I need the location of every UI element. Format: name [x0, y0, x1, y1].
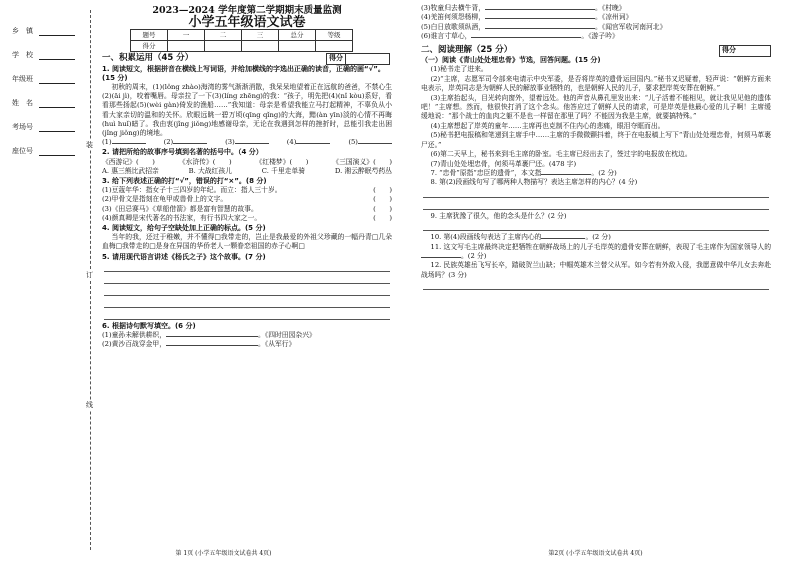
- question-9: 9. 主席犹豫了很久，他的念头是什么？(2 分): [430, 211, 567, 220]
- passage-para: (5)秘书把电报稿和笔递到主席手中……主席的手微微颤抖着，终于在电报稿上写下“青山处处埋忠骨，何须马革裹尸还。”: [421, 131, 771, 149]
- right-content: [421, 4, 771, 292]
- q4-passage: 当年的我，还过于稚嫩，并不懂得□我带走的，岂止是我最爱的外祖父珍藏的一幅丹青□几朵血梅□我带走的□是身在异国的华侨老人一颗眷恋祖国的赤子心啊□: [102, 233, 392, 251]
- poem-blank[interactable]: [166, 345, 258, 346]
- answer-line[interactable]: [104, 262, 390, 272]
- score-header-cell: 等级: [316, 30, 353, 41]
- q2-books: [102, 158, 392, 167]
- passage-para: (6)第二天早上，秘书来到毛主席的卧室。毛主席已经出去了，签过字的电报放在枕边。: [430, 150, 692, 159]
- poem-item: (3)牧童归去横牛背， 。《村晚》: [421, 4, 626, 12]
- story-item: C. 千里走单骑: [261, 166, 306, 175]
- q3-item: (1)豆蔻年华：指女子十三四岁的年纪。而立：指人三十岁。 ( ): [102, 186, 392, 195]
- passage-para: (3)主席抬起头，目光转向窗外，望着远处。他的声音从鼻孔里发出来：“儿子活着不能相见，就让我见见他的遗体吧！”主席想。然而，他很快打消了这个念头。他答应过了朝鲜人民的请求，可是岸英是他最心爱的儿子啊！主席缓缓地说：“那个战士的血肉之躯不是也一样留在那里了吗？不能因为我是主席，就要搞特殊。”: [421, 93, 771, 121]
- q1-stem: 1. 阅读短文，根据拼音在横线上写词语，并给加横线的字选出正确的读音，正确的画“√”。(15 分): [102, 64, 385, 82]
- page-footer: 第2页 (小学五年级语文试卷共 4页): [548, 550, 643, 557]
- q3-item: (4)颜真卿是宋代著名的书法家，有行书四大家之一。 ( ): [102, 213, 392, 222]
- book-item[interactable]: 《三国演义》( ): [332, 157, 392, 166]
- score-header-cell: 题号: [131, 30, 168, 41]
- answer-paren[interactable]: ( ): [373, 186, 392, 195]
- q2-stories: [102, 167, 392, 176]
- score-cell[interactable]: [316, 41, 353, 52]
- answer-paren[interactable]: ( ): [373, 195, 392, 204]
- passage-para: (1)秘书走了进来。: [430, 65, 488, 74]
- score-header-cell: 二: [205, 30, 242, 41]
- story-item: D. 湘云醉眠芍药丛: [334, 166, 392, 175]
- q1-blank[interactable]: (5): [348, 138, 392, 147]
- q5-stem: 5. 请用现代语言讲述《杨氏之子》这个故事。(7 分): [102, 252, 266, 261]
- poem-blank[interactable]: [485, 9, 595, 10]
- story-item: A. 惠三熊比武招亲: [102, 166, 159, 175]
- q3-stem: 3. 给下列表述正确的打“√”，错误的打“×”。(8 分): [102, 177, 267, 186]
- class-line[interactable]: [39, 75, 75, 84]
- reading-sub-heading: （一）阅读《青山处处埋忠骨》节选，回答问题。(15 分): [421, 56, 601, 65]
- poem-blank[interactable]: [471, 37, 581, 38]
- book-item[interactable]: 《西游记》( ): [102, 157, 155, 166]
- score-row-label: 得分: [131, 41, 168, 52]
- answer-line[interactable]: [423, 280, 769, 290]
- page-footer: 第 1页 (小学五年级语文试卷共 4页): [175, 550, 272, 557]
- score-header-cell: 一: [168, 30, 205, 41]
- answer-line[interactable]: [423, 200, 769, 210]
- section-1-score-box[interactable]: 得分: [326, 53, 390, 65]
- answer-line[interactable]: [104, 298, 390, 308]
- exam-room-line[interactable]: [39, 123, 75, 132]
- q3-item: (3)《田忌赛马》《草船借箭》都是富有智慧的故事。 ( ): [102, 204, 392, 213]
- score-cell[interactable]: [205, 41, 242, 52]
- q4-stem: 4. 阅读短文，给句子空缺处加上正确的标点。(5 分): [102, 224, 266, 233]
- exam-title: 2023—2024 学年度第二学期期末质量监测: [152, 5, 342, 16]
- field-class: 年级班: [12, 74, 75, 84]
- question-10: 10. 第(4)段画线句表达了主席内心的 。(2 分): [430, 233, 611, 242]
- cut-word-zhuang: 装: [86, 141, 93, 149]
- question-8: 8. 第(2)段画线句写了哪两种人物描写？表达主席怎样的内心？(4 分): [430, 178, 638, 187]
- poem-blank[interactable]: [166, 336, 258, 337]
- score-cell[interactable]: [279, 41, 316, 52]
- field-exam-room: 考场号: [12, 122, 75, 132]
- cut-word-ding: 订: [86, 271, 93, 279]
- seat-line[interactable]: [39, 147, 75, 156]
- q1-blank[interactable]: (4): [287, 138, 331, 147]
- section-2-heading: 二、阅读理解（25 分） 得分: [421, 46, 771, 55]
- q6-item: (2)黄沙百战穿金甲， 。《从军行》: [102, 340, 296, 349]
- score-header-cell: 总分: [279, 30, 316, 41]
- township-line[interactable]: [39, 27, 75, 36]
- passage-para: (4)主席想起了岸英的童年……主席再也克制不住内心的悲痛，眼泪夺眶而出。: [430, 121, 665, 130]
- poem-item: (4)羌笛何须怨杨柳， 。《凉州词》: [421, 13, 633, 22]
- book-item[interactable]: 《水浒传》( ): [178, 157, 232, 166]
- q6-stem: 6. 根据诗句默写填空。(6 分): [102, 321, 196, 330]
- answer-line[interactable]: [423, 221, 769, 231]
- binding-margin: [8, 20, 88, 540]
- poem-blank[interactable]: [485, 18, 595, 19]
- answer-line[interactable]: [423, 188, 769, 198]
- left-content: [102, 4, 392, 349]
- poem-item: (6)谁言寸草心， 。《游子吟》: [421, 32, 619, 41]
- field-seat: 座位号: [12, 146, 75, 156]
- story-item: B. 大战红孩儿: [188, 166, 232, 175]
- score-cell[interactable]: [242, 41, 279, 52]
- answer-blank[interactable]: [541, 174, 591, 175]
- poem-item: (5)白日放歌须纵酒， 。《闻官军收河南河北》: [421, 22, 667, 31]
- q1-blanks: [102, 138, 392, 147]
- q6-item: (1)童孙未解供耕织， 。《四时田园杂兴》: [102, 331, 316, 340]
- field-school: 学 校: [12, 50, 75, 60]
- field-name: 姓 名: [12, 98, 75, 108]
- cut-word-xian: 线: [86, 401, 93, 409]
- cut-line: [90, 10, 91, 550]
- answer-line[interactable]: [104, 274, 390, 284]
- exam-page-2: [397, 0, 794, 561]
- field-township: 乡 镇: [12, 26, 75, 36]
- answer-paren[interactable]: ( ): [373, 213, 392, 222]
- score-table: [130, 29, 353, 52]
- answer-line[interactable]: [104, 286, 390, 296]
- section-2-score-box[interactable]: 得分: [719, 45, 771, 57]
- q1-blank[interactable]: (1): [102, 138, 146, 147]
- answer-blank[interactable]: [541, 238, 585, 239]
- answer-paren[interactable]: ( ): [373, 204, 392, 213]
- answer-blank[interactable]: [421, 257, 461, 258]
- school-line[interactable]: [39, 51, 75, 60]
- book-item[interactable]: 《红楼梦》( ): [255, 157, 309, 166]
- exam-subtitle: 小学五年级语文试卷: [188, 15, 306, 31]
- question-12: 12. 民族英雄岳飞写长卒，踏破贺兰山缺；中帼英雄木兰替父从军。如今若有外敌入侵，我愿意做中华儿女去奔赴战场吗？(3 分): [421, 261, 771, 279]
- poem-blank[interactable]: [485, 28, 595, 29]
- score-header-cell: 三: [242, 30, 279, 41]
- name-line[interactable]: [39, 99, 75, 108]
- q1-blank[interactable]: (2): [164, 138, 208, 147]
- q1-passage: 初秋的周末，(1)(lǒng zhào)海湾的雾气渐渐消散，我呆呆地望着正在远航的爸爸，不禁心生(2)(āi jì)，咬着嘴唇。母亲拉了一下(3)(líng zhēng)的我：“孩子，明先把(4)(nǐ kòu)系好，看看那些扬起(5)(wèi gàn)倚发的渔船……”我知道：母亲是希望我能立马打起精神，不辜负从小看大家亲切的温和的关怀。欣眼远眺一碧万顷(qīng qǐng)的大海，黯(àn yīn)淡的心情不再晦(huì huǐ)暗了。我由衷(jǐng jiǒng)地感谢母亲，无论在我遇到怎样的挫折时，总能引我走出困(jǐng jiǒng)的境地。: [102, 83, 392, 138]
- q2-stem: 2. 请把所给的故事序号填到名著的括号中。（4 分）: [102, 148, 263, 157]
- passage-para: (2)“主席，志愿军司令部来电请示中央军委，是否将岸英的遗骨运回国内。”秘书又迟疑着，轻声说：“朝鲜方面来电表示，岸英同志是为朝鲜人民的解放事业牺牲的，也是朝鲜人民的儿子，要求把岸英安葬在朝鲜。”: [421, 74, 771, 93]
- answer-line[interactable]: [104, 310, 390, 320]
- section-1-heading: 一、积累运用（45 分） 得分: [102, 54, 392, 63]
- question-11: 11. 这文写毛主席最终决定把牺牲在朝鲜战场上的儿子毛岸英的遗骨安葬在朝鲜，表现了毛主席作为国家领导人的。(2 分): [421, 243, 771, 262]
- passage-para: (7)青山处处埋忠骨，何须马革裹尸还。(478 字): [430, 159, 577, 168]
- q1-blank[interactable]: (3): [225, 138, 269, 147]
- q3-item: (2)甲骨文是指刻在龟甲或兽骨上的文字。 ( ): [102, 195, 392, 204]
- score-cell[interactable]: [168, 41, 205, 52]
- question-7: 7. “忠骨”原指“忠臣的遗骨”，本文指 。(2 分): [430, 168, 617, 177]
